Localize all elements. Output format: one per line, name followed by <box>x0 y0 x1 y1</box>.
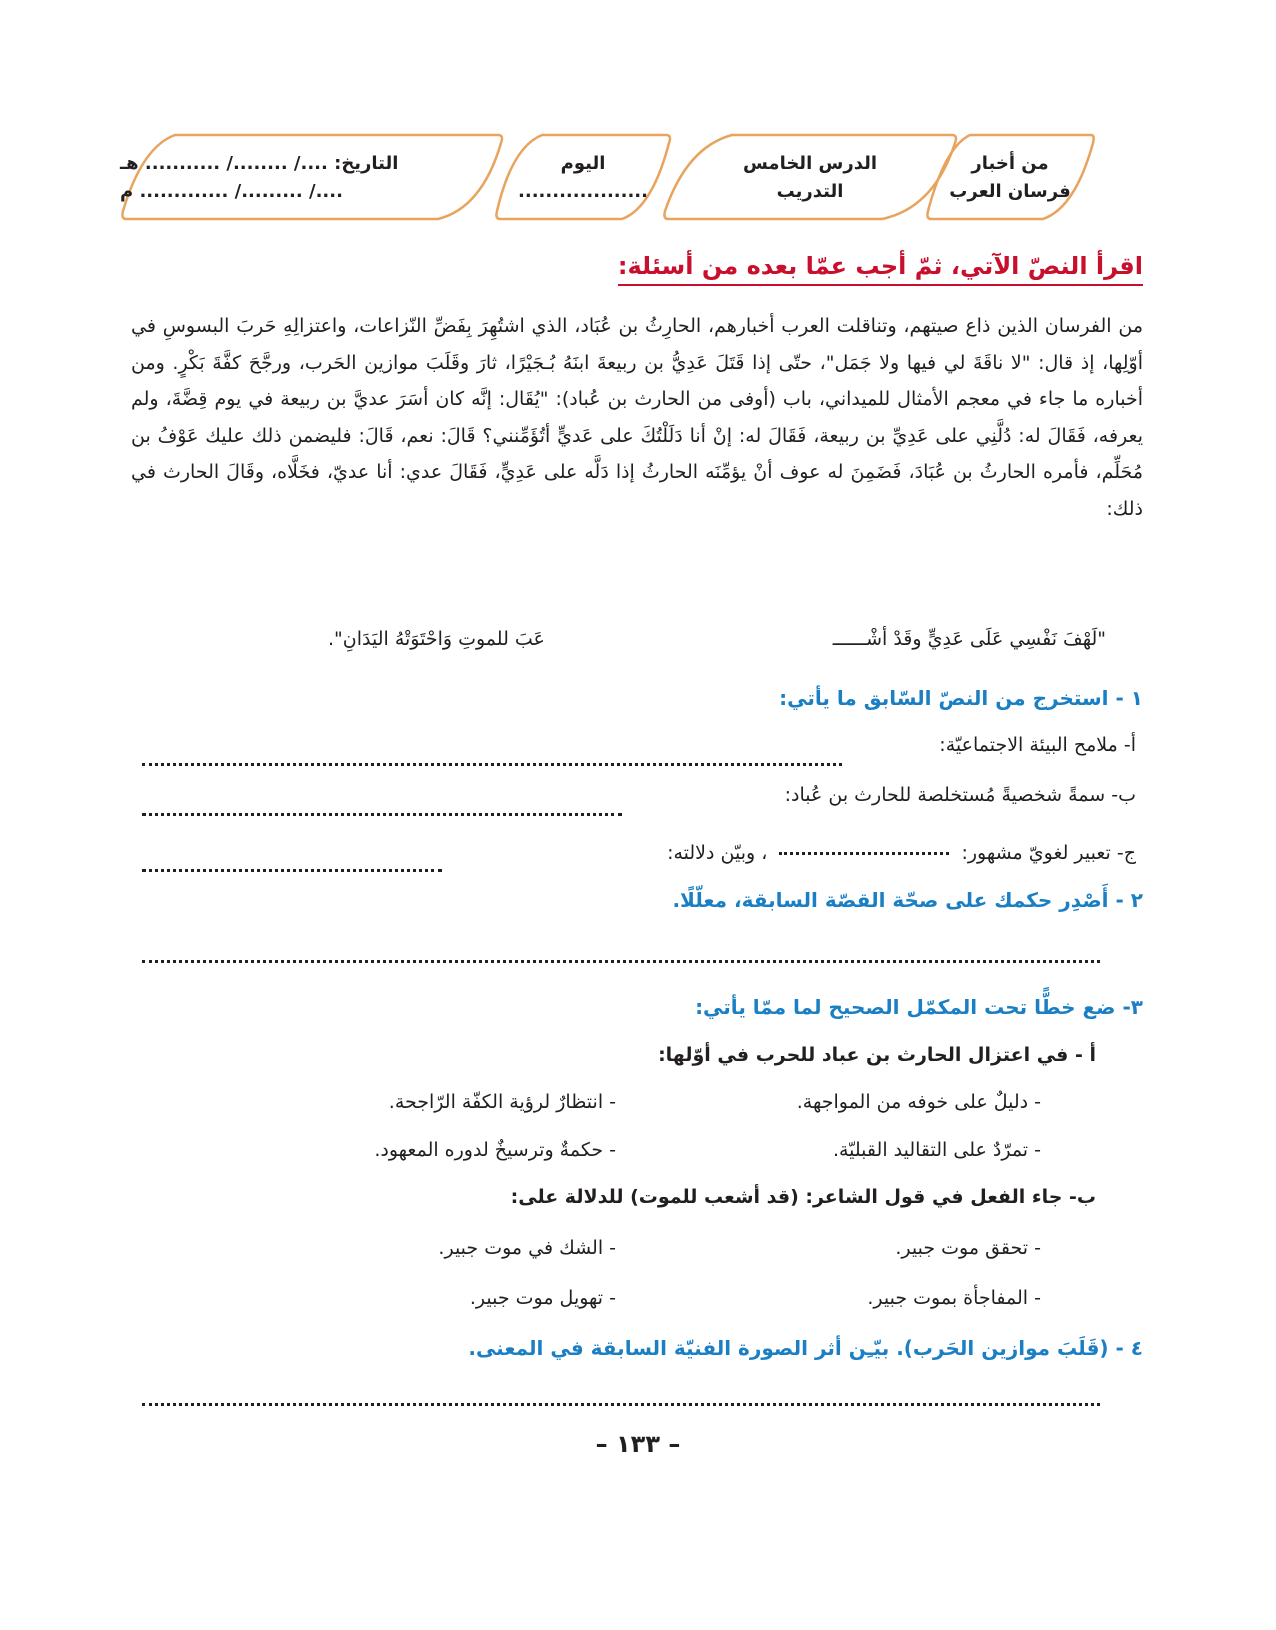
answer-line-1c-expression[interactable] <box>779 852 949 855</box>
tab-topic-line1: من أخبار <box>971 152 1049 174</box>
tab-date-hijri[interactable]: التاريخ: ..../ ......../ ........... هـ <box>120 152 399 174</box>
answer-line-1a[interactable] <box>142 763 842 766</box>
answer-line-1b[interactable] <box>142 813 622 816</box>
answer-line-1c-meaning[interactable] <box>142 869 442 872</box>
tab-day-value[interactable]: ................... <box>518 180 648 202</box>
question-2-title: ٢ - أَصْدِر حكمك على صحّة القصّة السابقة، معلّلًا. <box>672 888 1143 912</box>
question-1c-meaning-prompt: ، وبيّن دلالته: <box>667 842 768 864</box>
question-3a-title: أ - في اعتزال الحارث بن عباد للحرب في أوّلها: <box>658 1044 1096 1066</box>
question-1b-prompt: ب- سمةً شخصيةً مُستخلصة للحارث بن عُباد: <box>784 784 1136 806</box>
answer-line-4[interactable] <box>142 1403 1100 1406</box>
reading-passage: من الفرسان الذين ذاع صيتهم، وتناقلت العرب أخبارهم، الحارِثُ بن عُبَاد، الذي اشتُهِرَ بِفَضِّ النّزاعات، واعتزالِهِ حَربَ البسوسِ في أوّلِها، إذ قال: "لا ناقَةَ لي فيها ولا جَمَل"، حتّى إذا قَتَلَ عَدِيُّ بن ربيعةَ ابنَهُ بُـجَيْرًا، ثارَ وقَلَبَ موازين الحَرب، ورجَّحَ كفَّةَ بَكْرٍ. ومن أخباره ما جاء في معجم الأمثال للميداني، باب (أوفى من الحارث بن عُباد): "يُقَال: إنَّه كان أسَرَ عديَّ بن ربيعة في يوم قِضَّةَ، ولم يعرفه، فَقَالَ له: دُلَّنِي على عَدِيِّ بن ربيعة، فَقَالَ له: إنْ أنا دَلَلْتُكَ على عَديٍّ أتُؤَمِّنني؟ قَالَ: نعم، قَالَ: فليضمن ذلك عليك عَوْفُ بن مُحَلِّم، فأمره الحارثُ بن عُبَادَ، فَضَمِنَ له عوف أنْ يؤمِّنَه الحارثُ إذا دَلَّه على عَدِيٍّ، فَقَالَ عدي: أنا عديّ، فخَلَّاه، وقَالَ الحارث في ذلك: <box>131 315 1143 520</box>
option-3b-2[interactable]: - الشك في موت جبير. <box>438 1237 616 1259</box>
option-3b-3[interactable]: - المفاجأة بموت جبير. <box>867 1287 1041 1309</box>
tab-lesson <box>662 133 958 222</box>
option-3b-4[interactable]: - تهويل موت جبير. <box>469 1287 616 1309</box>
tab-day-label: اليوم <box>560 152 606 174</box>
tab-date-gregorian[interactable]: ..../ ........./ ............. م <box>120 180 343 202</box>
tab-date <box>120 133 504 222</box>
answer-line-2[interactable] <box>142 960 1100 963</box>
verse-second-hemistich: عَبَ للموتِ وَاحْتَوَتْهُ اليَدَانِ". <box>328 628 545 650</box>
question-3b-title: ب- جاء الفعل في قول الشاعر: (قد أشعب للموت) للدلالة على: <box>510 1186 1096 1208</box>
option-3a-2[interactable]: - انتظارٌ لرؤية الكفّة الرّاجحة. <box>388 1091 616 1113</box>
option-3a-1[interactable]: - دليلٌ على خوفه من المواجهة. <box>796 1091 1041 1113</box>
instruction-heading: اقرأ النصّ الآتي، ثمّ أجب عمّا بعده من أسئلة: <box>618 252 1143 286</box>
tab-lesson-line2: التدريب <box>776 180 844 202</box>
option-3a-4[interactable]: - حكمةٌ وترسيخٌ لدوره المعهود. <box>374 1139 616 1161</box>
question-1c-prompt: ج- تعبير لغويّ مشهور: <box>961 842 1136 864</box>
tab-day <box>494 133 672 222</box>
tab-lesson-line1: الدرس الخامس <box>742 152 878 174</box>
tab-topic-line2: فرسان العرب <box>949 180 1071 202</box>
option-3a-3[interactable]: - تمرّدٌ على التقاليد القبليّة. <box>832 1139 1041 1161</box>
question-3-title: ٣- ضع خطًّا تحت المكمّل الصحيح لما ممّا يأتي: <box>695 995 1143 1019</box>
question-4-title: ٤ - (قَلَبَ موازين الحَرب). بيّـِن أثر الصورة الفنيّة السابقة في المعنى. <box>468 1336 1143 1360</box>
question-1a-prompt: أ- ملامح البيئة الاجتماعيّة: <box>939 734 1136 756</box>
question-1-title: ١ - استخرج من النصّ السّابق ما يأتي: <box>779 686 1143 710</box>
option-3b-1[interactable]: - تحقق موت جبير. <box>895 1237 1041 1259</box>
page-number: – ١٣٣ – <box>595 1430 681 1458</box>
verse-first-hemistich: "لَهْفَ نَفْسِي عَلَى عَدِيٍّ وقَدْ أشْــــــ <box>832 628 1106 650</box>
question-1c-row <box>667 842 1136 864</box>
